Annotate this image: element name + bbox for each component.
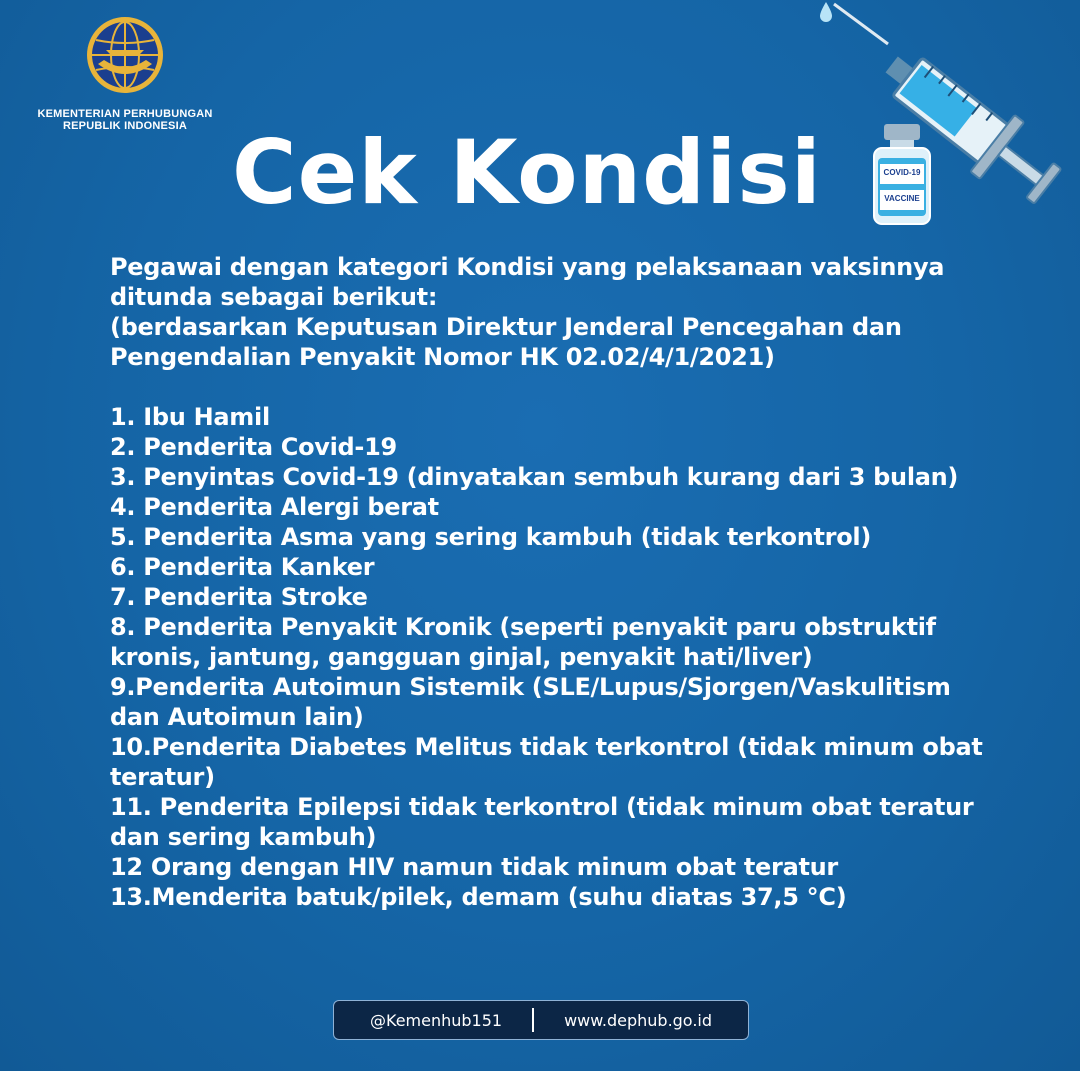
- website-link[interactable]: www.dephub.go.id: [564, 1010, 712, 1030]
- list-item: dan sering kambuh): [110, 823, 377, 851]
- vaccine-vial: [862, 118, 942, 232]
- ministry-logo: [30, 14, 220, 132]
- footer-divider: [532, 1008, 534, 1032]
- list-item: 9.Penderita Autoimun Sistemik (SLE/Lupus/Sjorgen/Vaskulitism: [110, 673, 951, 701]
- footer-contact-bar: [333, 1000, 749, 1040]
- list-item: 12 Orang dengan HIV namun tidak minum obat teratur: [110, 853, 838, 881]
- syringe-icon: [810, 0, 1080, 235]
- intro-line: (berdasarkan Keputusan Direktur Jenderal Pencegahan dan: [110, 313, 902, 341]
- list-item: teratur): [110, 763, 215, 791]
- intro-line: Pegawai dengan kategori Kondisi yang pelaksanaan vaksinnya: [110, 253, 945, 281]
- list-item: 4. Penderita Alergi berat: [110, 493, 439, 521]
- list-item: kronis, jantung, gangguan ginjal, penyakit hati/liver): [110, 643, 813, 671]
- page-title: Cek Kondisi: [232, 121, 822, 224]
- intro-paragraph: [110, 252, 1030, 372]
- logo-line-1: KEMENTERIAN PERHUBUNGAN: [37, 108, 213, 120]
- content: [110, 252, 1030, 912]
- social-handle-link[interactable]: @Kemenhub151: [370, 1010, 503, 1030]
- vial-label-bottom: VACCINE: [884, 194, 920, 203]
- list-item: 2. Penderita Covid-19: [110, 433, 397, 461]
- list-item: 5. Penderita Asma yang sering kambuh (tidak terkontrol): [110, 523, 871, 551]
- intro-line: ditunda sebagai berikut:: [110, 283, 438, 311]
- intro-line: Pengendalian Penyakit Nomor HK 02.02/4/1/2021): [110, 343, 775, 371]
- list-item: dan Autoimun lain): [110, 703, 364, 731]
- ministry-emblem-icon: [84, 14, 166, 96]
- vial-label-top: COVID-19: [883, 168, 921, 177]
- list-item: 1. Ibu Hamil: [110, 403, 270, 431]
- list-item: 11. Penderita Epilepsi tidak terkontrol (tidak minum obat teratur: [110, 793, 974, 821]
- logo-line-2: REPUBLIK INDONESIA: [63, 120, 187, 132]
- list-item: 8. Penderita Penyakit Kronik (seperti penyakit paru obstruktif: [110, 613, 936, 641]
- list-item: 7. Penderita Stroke: [110, 583, 368, 611]
- condition-list: [110, 402, 1030, 912]
- list-item: 13.Menderita batuk/pilek, demam (suhu diatas 37,5 °C): [110, 883, 847, 911]
- list-item: 10.Penderita Diabetes Melitus tidak terkontrol (tidak minum obat: [110, 733, 983, 761]
- list-item: 6. Penderita Kanker: [110, 553, 375, 581]
- list-item: 3. Penyintas Covid-19 (dinyatakan sembuh kurang dari 3 bulan): [110, 463, 959, 491]
